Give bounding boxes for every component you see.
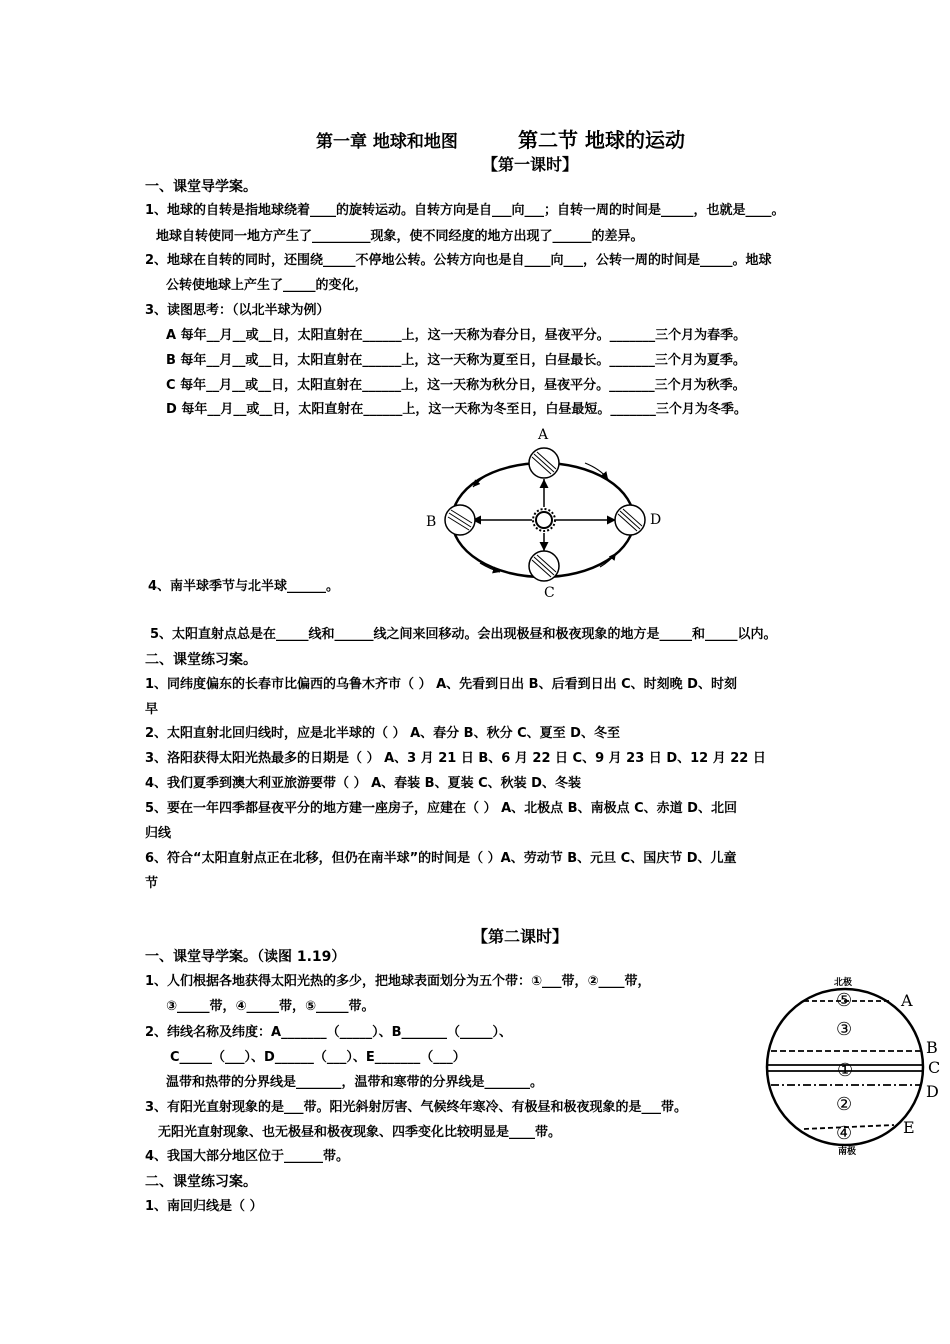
lesson2-guide-line: 4、我国大部分地区位于______带。 (145, 1149, 350, 1164)
guide-line: A 每年__月__或__日，太阳直射在______上，这一天称为春分日，昼夜平分。_______三个月为春季。 (166, 328, 747, 343)
practice-line: 4、我们夏季到澳大利亚旅游要带（ ） A、春装 B、夏装 C、秋装 D、冬装 (145, 776, 581, 791)
line-label-d: D (926, 1082, 939, 1101)
sun-icon (533, 509, 555, 531)
lesson1-title: 【第一课时】 (482, 155, 579, 174)
practice-line: 归线 (145, 826, 172, 841)
zone-4-label: ④ (836, 1123, 853, 1144)
earth-position-a (529, 448, 559, 478)
lesson2-guide-line: 温带和热带的分界线是_______，温带和寒带的分界线是_______。 (166, 1075, 544, 1090)
earth-orbit-diagram (420, 425, 670, 605)
zone-1-label: ① (837, 1060, 854, 1081)
guide-line: 公转使地球上产生了_____的变化， (166, 278, 368, 293)
guide-line: 5、太阳直射点总是在_____线和______线之间来回移动。会出现极昼和极夜现象的地方是_____和_____以内。 (150, 627, 777, 642)
guide-line: 1、地球的自转是指地球绕着____的旋转运动。自转方向是自___向___；自转一周的时间是_____，也就是____。 (145, 203, 785, 218)
earth-position-d (615, 505, 645, 535)
guide-line: B 每年__月__或__日，太阳直射在______上，这一天称为夏至日，白昼最长。_______三个月为夏季。 (166, 353, 746, 368)
guide-line: 2、地球在自转的同时，还围绕_____不停地公转。公转方向也是自____向___，公转一周的时间是_____。地球 (145, 253, 772, 268)
lesson2-guide-line: C_____（___）、D______（___）、E_______（___） (170, 1050, 466, 1065)
orbit-label-d: D (650, 512, 662, 528)
line-label-a: A (901, 991, 913, 1010)
zone-2-label: ② (836, 1094, 853, 1115)
north-pole-label: 北极 (834, 978, 853, 988)
guide-line: 3、读图思考：（以北半球为例） (145, 303, 330, 318)
climate-zone-diagram (760, 972, 945, 1157)
orbit-label-c: C (544, 585, 555, 601)
line-label-c: C (928, 1058, 941, 1077)
lesson2-guide-heading: 一、课堂导学案。（读图 1.19） (145, 949, 346, 965)
line-label-b: B (926, 1038, 938, 1057)
practice-line: 5、要在一年四季都昼夜平分的地方建一座房子，应建在（ ） A、北极点 B、南极点 C、赤道 D、北回 (145, 801, 737, 816)
section-title: 第二节 地球的运动 (518, 128, 685, 152)
earth-position-c (529, 551, 559, 581)
lesson2-guide-line: 3、有阳光直射现象的是___带。阳光斜射厉害、气候终年寒冷、有极昼和极夜现象的是___带。 (145, 1100, 688, 1115)
orbit-label-b: B (426, 514, 437, 530)
practice-line: 节 (145, 876, 159, 891)
zone-3-label: ③ (836, 1019, 853, 1040)
line-label-e: E (903, 1118, 915, 1137)
practice-line: 3、洛阳获得太阳光热最多的日期是（ ） A、3 月 21 日 B、6 月 22 日 C、9 月 23 日 D、12 月 22 日 (145, 751, 766, 766)
guide-line: 4、南半球季节与北半球______。 (148, 579, 340, 594)
lesson2-guide-line: 1、人们根据各地获得太阳光热的多少，把地球表面划分为五个带：①___带，②____带， (145, 974, 651, 989)
lesson2-guide-line: ③_____带，④_____带，⑤_____带。 (166, 999, 375, 1014)
guide-line: D 每年__月__或__日，太阳直射在______上，这一天称为冬至日，白昼最短。_______三个月为冬季。 (166, 402, 747, 417)
practice-line: 2、太阳直射北回归线时，应是北半球的（ ） A、春分 B、秋分 C、夏至 D、冬至 (145, 726, 620, 741)
practice-line: 1、同纬度偏东的长春市比偏西的乌鲁木齐市（ ） A、先看到日出 B、后看到日出 C、时刻晚 D、时刻 (145, 677, 737, 692)
orbit-arrow (473, 473, 490, 487)
guide-line: 地球自转使同一地方产生了_________现象，使不同经度的地方出现了______的差异。 (156, 229, 644, 244)
orbit-label-a: A (538, 427, 549, 443)
practice-line: 早 (145, 702, 159, 717)
zone-5-label: ⑤ (836, 990, 853, 1011)
lesson2-guide-line: 无阳光直射现象、也无极昼和极夜现象、四季变化比较明显是____带。 (158, 1125, 562, 1140)
practice-line: 6、符合“太阳直射点正在北移，但仍在南半球”的时间是（ ）A、劳动节 B、元旦 C、国庆节 D、儿童 (145, 851, 737, 866)
guide-line: C 每年__月__或__日，太阳直射在______上，这一天称为秋分日，昼夜平分。_______三个月为秋季。 (166, 378, 746, 393)
lesson2-practice-heading: 二、课堂练习案。 (145, 1174, 257, 1190)
chapter-title: 第一章 地球和地图 (316, 132, 458, 152)
lesson1-guide-heading: 一、课堂导学案。 (145, 179, 257, 195)
lesson2-practice-line: 1、南回归线是（ ） (145, 1199, 263, 1214)
lesson2-guide-line: 2、纬线名称及纬度：A_______（_____）、B_______（_____）、 (145, 1025, 513, 1040)
lesson1-practice-heading: 二、课堂练习案。 (145, 652, 257, 668)
south-pole-label: 南极 (838, 1147, 857, 1157)
earth-position-b (445, 505, 475, 535)
lesson2-title: 【第二课时】 (472, 927, 569, 946)
